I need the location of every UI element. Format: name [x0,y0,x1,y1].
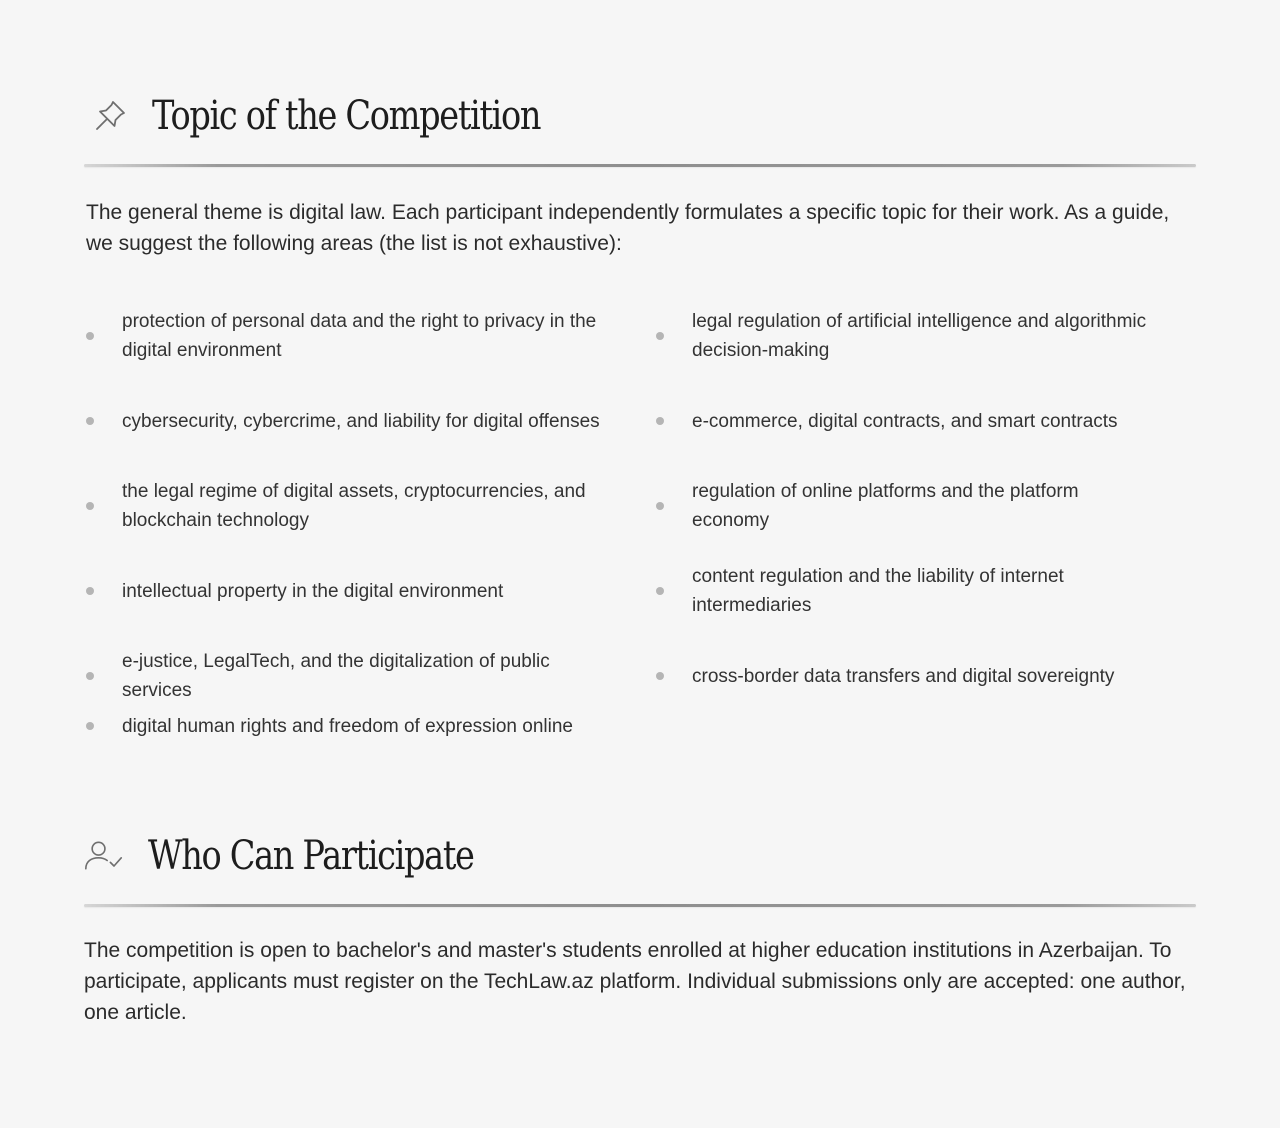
bullet [656,332,664,340]
participants-divider [84,904,1196,907]
list-item: the legal regime of digital assets, cryptocurrencies, and blockchain technology [86,471,616,541]
list-item: digital human rights and freedom of expression online [86,697,646,755]
participants-body: The competition is open to bachelor's and master's students enrolled at higher education institutions in Azerbaijan. To participate, applicants must register on the TechLaw.az platform. Individual submissions only are accepted: one author, one article. [84,939,1186,1024]
list-item: protection of personal data and the right to privacy in the digital environment [86,301,626,371]
list-item: legal regulation of artificial intelligence and algorithmic decision-making [656,301,1196,371]
list-item: intellectual property in the digital environment [86,556,626,626]
topic-list [84,301,1196,771]
bullet [86,417,94,425]
bullet [86,502,94,510]
bullet [86,672,94,680]
topic-heading [90,86,1196,146]
bullet [86,587,94,595]
bullet [656,502,664,510]
topic-divider [84,164,1196,167]
list-item: regulation of online platforms and the platform economy [656,471,1136,541]
bullet [656,587,664,595]
topic-intro: The general theme is digital law. Each participant independently formulates a specific topic for their work. As a guide, we suggest the following areas (the list is not exhaustive): [86,201,1170,255]
participants-section [84,826,1196,1028]
list-item: e-justice, LegalTech, and the digitalization of public services [86,641,606,711]
bullet [656,417,664,425]
bullet [86,722,94,730]
topic-section [84,86,1196,771]
bullet [86,332,94,340]
list-item: content regulation and the liability of internet intermediaries [656,556,1136,626]
participants-heading [84,826,1196,886]
list-item: e-commerce, digital contracts, and smart contracts [656,386,1196,456]
bullet [656,672,664,680]
user-check-icon [84,836,124,876]
topic-title: Topic of the Competition [152,93,541,139]
pushpin-icon [90,96,130,136]
list-item: cross-border data transfers and digital sovereignty [656,641,1196,711]
list-item: cybersecurity, cybercrime, and liability for digital offenses [86,386,606,456]
participants-title: Who Can Participate [148,833,474,879]
